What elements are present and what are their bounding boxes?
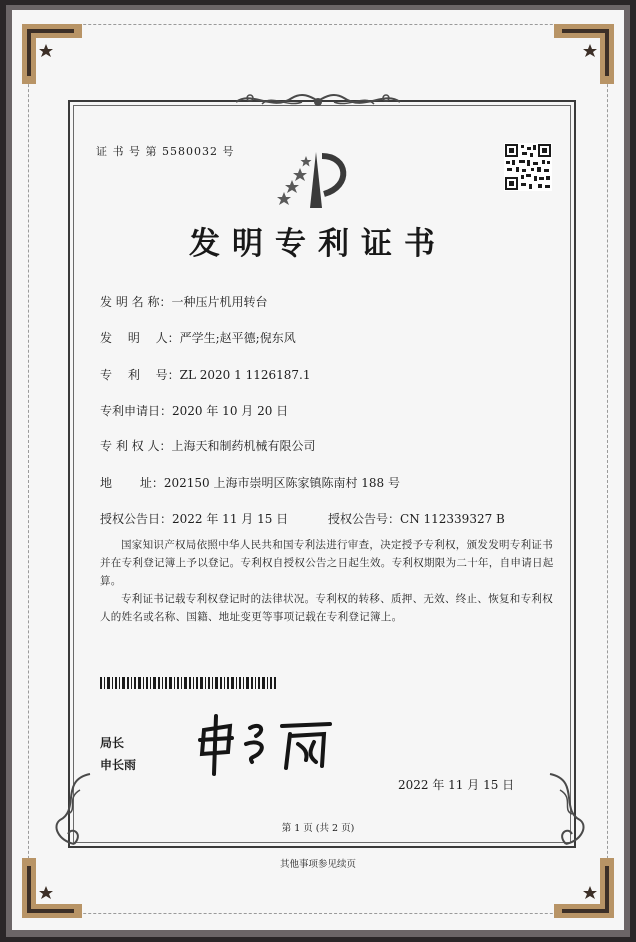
field-inventors	[100, 329, 296, 346]
patentee-value: 上海天和制药机械有限公司	[171, 439, 316, 453]
filing-date-label: 专利申请日：	[100, 404, 173, 418]
corner-ornament-top-right	[554, 24, 614, 84]
patentee-label: 专 利 权 人：	[100, 439, 172, 453]
legal-paragraph-2: 专利证书记载专利权登记时的法律状况。专利权的转移、质押、无效、终止、恢复和专利权人的姓名或名称、国籍、地址变更等事项记载在专利登记簿上。	[100, 593, 553, 623]
bottom-left-scroll-ornament	[50, 770, 100, 850]
certificate-title: 发明专利证书	[189, 226, 447, 262]
page-number: 第 1 页 (共 2 页)	[281, 823, 355, 834]
certificate-number-value: 5580032 号	[162, 145, 235, 158]
grant-date-value: 2022 年 11 月 15 日	[172, 512, 289, 526]
director-title: 局长	[100, 736, 125, 750]
inventors-label: 发 明 人：	[100, 331, 180, 345]
grant-number-label: 授权公告号：	[328, 512, 401, 526]
grant-number-value: CN 112339327 B	[400, 512, 505, 526]
footer-note: 其他事项参见续页	[279, 859, 356, 870]
filing-date-value: 2020 年 10 月 20 日	[172, 404, 289, 418]
address-label: 地 址：	[100, 476, 164, 490]
grant-date-label: 授权公告日：	[100, 512, 173, 526]
field-patent-number	[100, 366, 310, 383]
legal-paragraph-1: 国家知识产权局依照中华人民共和国专利法进行审查，决定授予专利权，颁发发明专利证书并在专利登记簿上予以登记。专利权自授权公告之日起生效。专利权期限为二十年，自申请日起算。	[100, 539, 554, 587]
top-scroll-ornament	[232, 88, 404, 114]
corner-ornament-top-left	[22, 24, 82, 84]
patent-number-label: 专 利 号：	[100, 368, 180, 382]
certificate-number	[96, 143, 235, 159]
inventors-value: 严学生;赵平德;倪东风	[179, 331, 296, 345]
field-filing-date	[100, 402, 288, 419]
barcode	[100, 677, 276, 689]
patent-number-value: ZL 2020 1 1126187.1	[179, 368, 311, 382]
field-address	[100, 474, 400, 491]
invention-name-label: 发 明 名 称：	[100, 295, 172, 309]
handwritten-signature	[190, 708, 340, 778]
cnipa-emblem	[270, 146, 370, 216]
field-invention-name	[100, 293, 267, 310]
certificate-number-label: 证 书 号 第	[96, 145, 158, 158]
address-value: 202150 上海市崇明区陈家镇陈南村 188 号	[163, 476, 400, 490]
issue-date: 2022 年 11 月 15 日	[398, 778, 515, 792]
invention-name-value: 一种压片机用转台	[171, 295, 268, 309]
field-patentee	[100, 437, 315, 454]
bottom-right-scroll-ornament	[540, 770, 590, 850]
field-grant-number	[328, 510, 505, 527]
field-grant-date	[100, 510, 288, 527]
qr-code	[504, 143, 552, 191]
director-name: 申长雨	[100, 758, 137, 772]
